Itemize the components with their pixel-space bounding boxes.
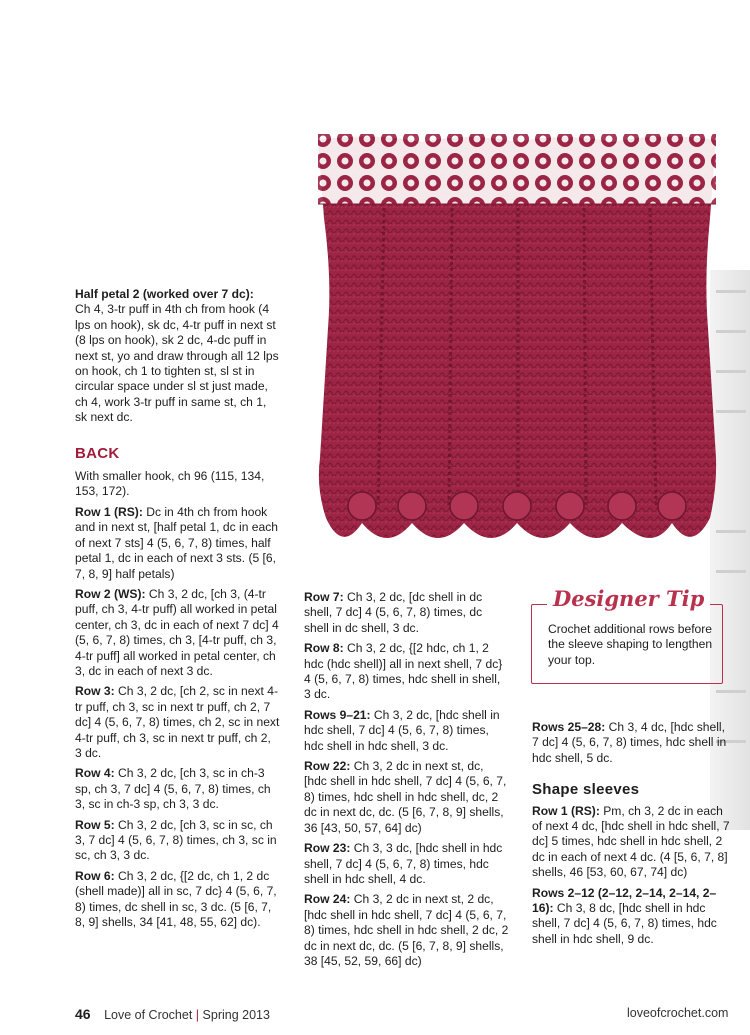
- row-text: Ch 3, 2 dc in next st, dc, [hdc shell in hdc shell, 7 dc] 4 (5, 6, 7, 8) times, hdc shell in hdc shell, dc, 2 dc in next dc, dc. (5 [6, 7, 8, 9] shells, 36 [43, 50, 57, 64] dc): [304, 759, 507, 835]
- instruction-row: [75, 587, 280, 679]
- row-text: Ch 3, 2 dc, [dc shell in dc shell, 7 dc] 4 (5, 6, 7, 8) times, dc shell in dc shell, 3 dc.: [304, 590, 483, 635]
- footer-left: [75, 1006, 270, 1022]
- row-label: Row 22:: [304, 759, 351, 774]
- row-text: Pm, ch 3, 2 dc in each of next 4 dc, [hdc shell in hdc shell, 7 dc] 5 times, hdc shell in hdc shell, 2 dc in each of next 4 dc. (4 [5, 6, 7, 8] shells, 46 [53, 60, 67, 74] dc): [532, 803, 730, 880]
- instruction-row: [532, 804, 732, 881]
- row-text: Ch 3, 3 dc, [hdc shell in hdc shell, 7 dc] 4 (5, 6, 7, 8) times, hdc shell in hdc shell, 4 dc.: [304, 841, 503, 886]
- row-label: Row 1 (RS):: [532, 803, 600, 818]
- instruction-row: [304, 841, 509, 887]
- row-text: Ch 3, 4 dc, [hdc shell, 7 dc] 4 (5, 6, 7, 8) times, hdc shell in hdc shell, 5 dc.: [532, 720, 727, 765]
- row-label: Row 6:: [75, 868, 115, 883]
- row-text: Ch 3, 2 dc, {[2 hdc, ch 1, 2 hdc (hdc shell)] all in next shell, 7 dc} 4 (5, 6, 7, 8) times, hdc shell in shell, 3 dc.: [304, 641, 503, 702]
- column-middle: [304, 590, 509, 974]
- instruction-row: [75, 505, 280, 582]
- half-petal-2-title: Half petal 2 (worked over 7 dc):: [75, 287, 254, 301]
- row-label: Row 1 (RS):: [75, 504, 143, 519]
- instruction-row: [75, 766, 280, 812]
- row-label: Row 7:: [304, 590, 344, 604]
- magazine-name: Love of Crochet: [104, 1008, 193, 1022]
- row-text: Dc in 4th ch from hook and in next st, [half petal 1, dc in each of next 7 sts] 4 (5, 6, 7, 8) times, half petal 1, dc in each of next 3 sts. (5 [6, 7, 8, 9] half petals): [75, 504, 279, 581]
- page-number: 46: [75, 1006, 91, 1022]
- column-left: [75, 287, 280, 935]
- row-text: Ch 3, 2 dc, [ch 2, sc in next 4-tr puff, ch 3, sc in next tr puff, ch 2, 7 dc] 4 (5, 6, 7, 8) times, ch 2, sc in next 4-tr puff, ch 3, sc in next tr puff, ch 2, 3 dc.: [75, 684, 280, 760]
- row-label: Row 2 (WS):: [75, 586, 146, 601]
- row-text: Ch 3, 2 dc in next st, 2 dc, [hdc shell in hdc shell, 7 dc] 4 (5, 6, 7, 8) times, hdc shell in hdc shell, 2 dc, 2 dc in next dc, dc. (5 [6, 7, 8, 9] shells, 38 [45, 52, 59, 66] dc): [304, 892, 509, 968]
- shape-sleeves-heading: Shape sleeves: [532, 781, 640, 799]
- row-label: Rows 9–21:: [304, 707, 371, 722]
- designer-tip-title: Designer Tip: [547, 586, 710, 611]
- row-label: Rows 25–28:: [532, 720, 606, 734]
- instruction-row: [75, 818, 280, 864]
- instruction-row: [304, 590, 509, 636]
- back-heading: BACK: [75, 444, 120, 462]
- row-text: Ch 3, 2 dc, [ch 3, sc in ch-3 sp, ch 3, 7 dc] 4 (5, 6, 7, 8) times, ch 3, sc in ch-3 sp, ch 3, 3 dc.: [75, 766, 271, 812]
- instruction-row: [532, 720, 732, 766]
- row-label: Row 24:: [304, 892, 351, 907]
- row-label: Row 5:: [75, 817, 115, 832]
- half-petal-2-body: Ch 4, 3-tr puff in 4th ch from hook (4 lps on hook), sk dc, 4-tr puff in next st (8 lps on hook), sk 2 dc, 4-dc puff in next st, yo and draw through all 12 lps on hook, ch 1 to tighten st, sl st in circular space under sl st just made, ch 4, work 3-tr puff in same st, ch 1, sk next dc.: [75, 302, 279, 425]
- instruction-row: [532, 886, 732, 948]
- row-text: Ch 3, 2 dc, [hdc shell in hdc shell, 7 dc] 4 (5, 6, 7, 8) times, hdc shell in hdc shell, 3 dc.: [304, 707, 500, 753]
- designer-tip-text: Crochet additional rows before the sleeve shaping to lengthen your top.: [548, 622, 713, 667]
- instruction-row: [304, 641, 509, 703]
- row-text: Ch 3, 8 dc, [hdc shell in hdc shell, 7 dc] 4 (5, 6, 7, 8) times, hdc shell in hdc shell, 9 dc.: [532, 901, 717, 946]
- column-right: [532, 720, 732, 952]
- footer-separator: |: [195, 1008, 200, 1022]
- footer-website: loveofcrochet.com: [627, 1006, 729, 1020]
- row-label: Rows 2–12 (2–12, 2–14, 2–14, 2–16):: [532, 885, 717, 916]
- instruction-row: [75, 869, 280, 931]
- row-text: Ch 3, 2 dc, {[2 dc, ch 1, 2 dc (shell made)] all in sc, 7 dc} 4 (5, 6, 7, 8) times, dc shell in sc, 3 dc. (5 [6, 7, 8, 9] shells, 34 [41, 48, 55, 62] dc).: [75, 868, 277, 930]
- row-label: Row 8:: [304, 641, 344, 656]
- row-text: Ch 3, 2 dc, [ch 3, (4-tr puff, ch 3, 4-tr puff) all worked in petal center, ch 3, dc in each of next 7 dc] 4 (5, 6, 7, 8) times, ch 3, [4-tr puff, ch 3, 4-tr puff] all worked in petal center, ch 3, dc in each of next 3 dc.: [75, 586, 279, 678]
- row-label: Row 4:: [75, 766, 115, 781]
- issue-name: Spring 2013: [202, 1008, 270, 1022]
- half-petal-2-paragraph: [75, 287, 280, 426]
- back-intro: With smaller hook, ch 96 (115, 134, 153, 172).: [75, 469, 265, 499]
- instruction-row: [304, 708, 509, 754]
- instruction-row: [304, 759, 509, 836]
- row-label: Row 23:: [304, 841, 351, 856]
- instruction-row: [304, 892, 509, 969]
- row-label: Row 3:: [75, 684, 115, 699]
- instruction-row: [75, 684, 280, 761]
- crochet-top-photo: [312, 128, 722, 568]
- row-text: Ch 3, 2 dc, [ch 3, sc in sc, ch 3, 7 dc] 4 (5, 6, 7, 8) times, ch 3, sc in sc, ch 3, 3 dc.: [75, 817, 277, 863]
